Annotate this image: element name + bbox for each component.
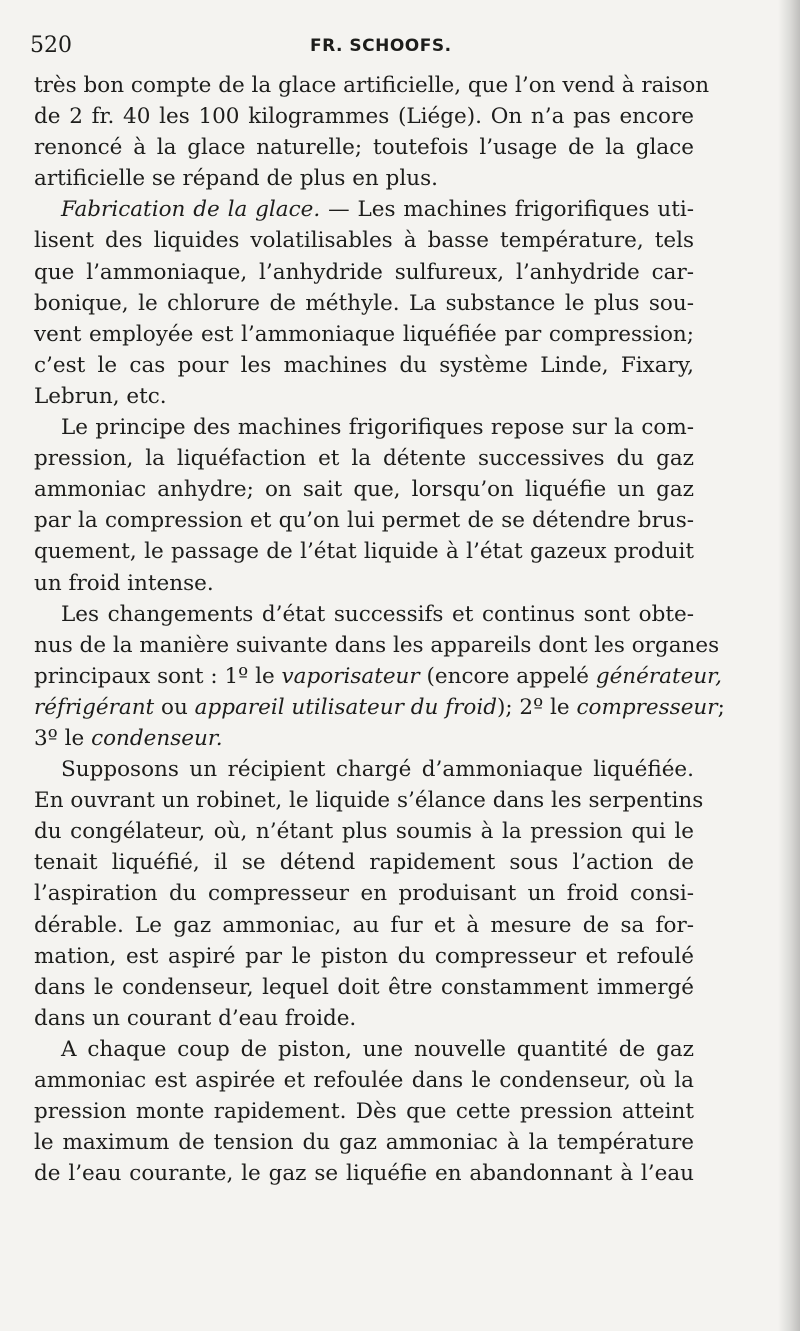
text-segment: mation, est aspiré par le piston du compresseur et refoulé xyxy=(34,943,694,969)
text-line xyxy=(34,754,694,785)
text-segment: lisent des liquides volatilisables à basse température, tels xyxy=(34,228,694,254)
italic-text-segment: vaporisateur xyxy=(281,663,420,689)
text-segment: principaux sont : 1º le xyxy=(34,663,282,689)
italic-text-segment: appareil utilisateur du froid xyxy=(194,694,497,720)
text-line xyxy=(34,505,694,536)
text-line xyxy=(34,972,694,1003)
text-line xyxy=(34,381,694,412)
text-line xyxy=(34,350,694,381)
text-line xyxy=(34,910,694,941)
text-segment: par la compression et qu’on lui permet de se détendre brus- xyxy=(34,508,694,534)
text-segment: ammoniac anhydre; on sait que, lorsqu’on liquéfie un gaz xyxy=(34,477,694,503)
text-segment: de 2 fr. 40 les 100 kilogrammes (Liége). On n’a pas encore xyxy=(34,104,694,130)
text-segment: du congélateur, où, n’étant plus soumis à la pression qui le xyxy=(34,819,694,845)
text-line xyxy=(34,1034,694,1065)
text-segment: quement, le passage de l’état liquide à l’état gazeux produit xyxy=(34,539,694,565)
text-line xyxy=(34,599,694,630)
text-segment: dérable. Le gaz ammoniac, au fur et à mesure de sa for- xyxy=(34,912,694,938)
italic-text-segment: compresseur xyxy=(576,694,718,720)
text-line xyxy=(34,785,704,816)
text-line xyxy=(34,1127,694,1158)
text-segment: Supposons un récipient chargé d’ammoniaque liquéfiée. xyxy=(61,757,694,783)
text-line xyxy=(34,1065,694,1096)
text-line xyxy=(34,1158,694,1189)
text-line xyxy=(34,568,694,599)
text-line xyxy=(34,443,694,474)
text-segment: pression monte rapidement. Dès que cette pression atteint xyxy=(34,1099,694,1125)
running-head xyxy=(30,34,684,58)
text-segment: dans le condenseur, lequel doit être constamment immergé xyxy=(34,974,694,1000)
text-segment: Les changements d’état successifs et continus sont obte- xyxy=(61,601,694,627)
text-line xyxy=(34,132,694,163)
text-segment: que l’ammoniaque, l’anhydride sulfureux, l’anhydride car- xyxy=(34,259,694,285)
text-line xyxy=(34,723,694,754)
text-line xyxy=(34,474,694,505)
text-line xyxy=(34,630,720,661)
text-segment: le maximum de tension du gaz ammoniac à la température xyxy=(34,1130,694,1156)
text-segment: nus de la manière suivante dans les appareils dont les organes xyxy=(34,632,720,658)
text-line xyxy=(34,1096,694,1127)
text-line xyxy=(34,661,722,692)
italic-text-segment: Fabrication de la glace. xyxy=(61,197,321,223)
text-line xyxy=(34,536,694,567)
text-line xyxy=(34,412,694,443)
text-segment: de l’eau courante, le gaz se liquéfie en abandonnant à l’eau xyxy=(34,1161,694,1187)
text-segment: En ouvrant un robinet, le liquide s’élance dans les serpentins xyxy=(34,788,704,814)
text-line xyxy=(34,194,694,225)
text-segment: renoncé à la glace naturelle; toutefois l’usage de la glace xyxy=(34,135,694,161)
text-segment: très bon compte de la glace artificielle, que l’on vend à raison xyxy=(34,73,710,98)
text-segment: ); 2º le xyxy=(496,694,577,720)
text-segment: — Les machines frigorifiques uti- xyxy=(320,197,694,223)
text-segment: pression, la liquéfaction et la détente successives du gaz xyxy=(34,446,694,472)
text-segment: artificielle se répand de plus en plus. xyxy=(34,166,438,192)
text-segment: 3º le xyxy=(34,725,92,751)
text-segment: l’aspiration du compresseur en produisant un froid consi- xyxy=(34,881,694,907)
text-line xyxy=(34,288,694,319)
text-line xyxy=(34,319,694,350)
italic-text-segment: générateur, xyxy=(595,663,722,689)
text-segment: dans un courant d’eau froide. xyxy=(34,1005,357,1031)
text-line xyxy=(34,257,694,288)
text-line xyxy=(34,878,694,909)
italic-text-segment: réfrigérant xyxy=(34,694,155,720)
text-line xyxy=(34,101,694,132)
italic-text-segment: condenseur. xyxy=(91,725,223,751)
text-line xyxy=(34,692,725,723)
text-segment: Lebrun, etc. xyxy=(34,383,167,409)
text-line xyxy=(34,1003,694,1034)
text-segment: c’est le cas pour les machines du système Linde, Fixary, xyxy=(34,352,694,378)
page-edge-shadow xyxy=(778,0,800,1331)
text-line xyxy=(34,70,710,101)
text-segment: vent employée est l’ammoniaque liquéfiée par compression; xyxy=(34,321,694,347)
text-segment: A chaque coup de piston, une nouvelle quantité de gaz xyxy=(61,1036,694,1062)
text-segment: (encore appelé xyxy=(419,663,596,689)
text-line xyxy=(34,163,694,194)
text-line xyxy=(34,225,694,256)
text-segment: tenait liquéfié, il se détend rapidement sous l’action de xyxy=(34,850,694,876)
text-segment: un froid intense. xyxy=(34,570,214,596)
text-segment: ; xyxy=(717,694,725,720)
text-segment: ammoniac est aspirée et refoulée dans le condenseur, où la xyxy=(34,1068,694,1093)
text-segment: Le principe des machines frigorifiques repose sur la com- xyxy=(61,415,694,441)
running-title: FR. SCHOOFS. xyxy=(310,36,452,56)
text-line xyxy=(34,816,694,847)
text-line xyxy=(34,847,694,878)
page-number: 520 xyxy=(30,33,72,58)
text-segment: bonique, le chlorure de méthyle. La substance le plus sou- xyxy=(34,290,694,316)
text-line xyxy=(34,941,694,972)
body-text xyxy=(34,70,725,1189)
text-segment: ou xyxy=(154,694,195,720)
